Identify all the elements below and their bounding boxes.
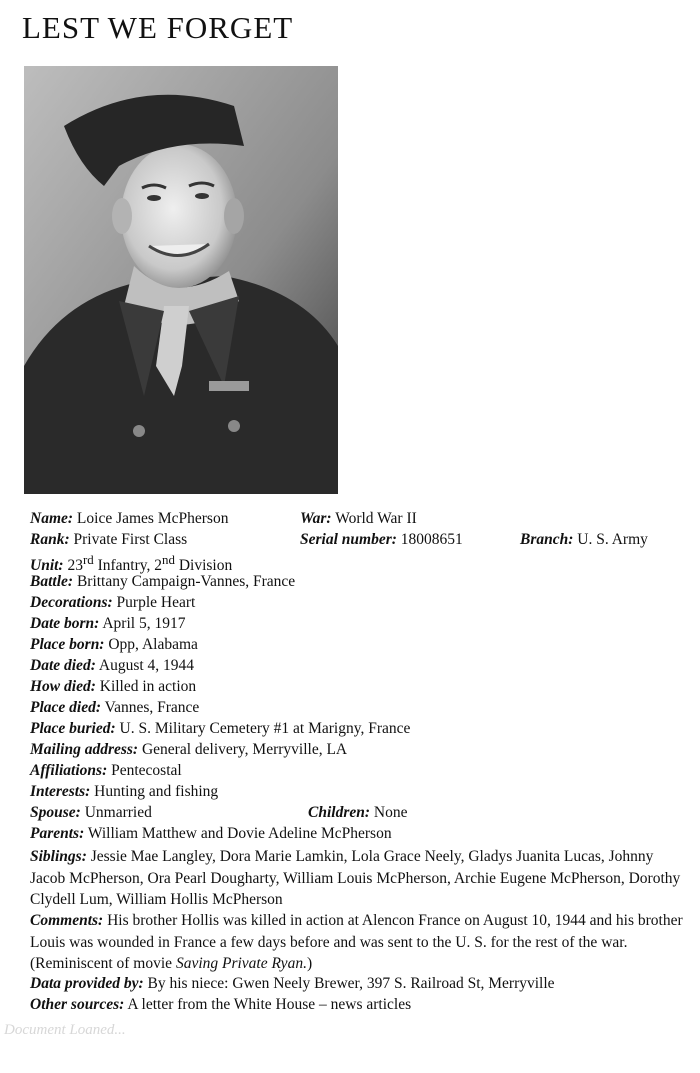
rank-label: Rank:	[30, 531, 70, 548]
serial-label: Serial number:	[300, 531, 397, 548]
spouse-row	[30, 804, 152, 822]
place-born-value: Opp, Alabama	[108, 636, 198, 653]
place-died-value: Vannes, France	[104, 699, 200, 716]
comments-label: Comments:	[30, 912, 104, 929]
affiliations-value: Pentecostal	[111, 762, 182, 779]
date-died-row	[30, 657, 194, 675]
place-born-row	[30, 636, 198, 654]
how-died-label: How died:	[30, 678, 96, 695]
rank-row	[30, 531, 187, 549]
unit-value-a: 23	[67, 557, 83, 575]
place-buried-value: U. S. Military Cemetery #1 at Marigny, France	[119, 720, 411, 737]
siblings-paragraph	[30, 846, 690, 911]
battle-value: Brittany Campaign-Vannes, France	[76, 573, 296, 590]
soldier-portrait-photo	[24, 66, 338, 494]
spouse-value: Unmarried	[84, 804, 152, 821]
war-label: War:	[300, 510, 332, 527]
spouse-label: Spouse:	[30, 804, 81, 821]
unit-value-b: Infantry, 2	[93, 557, 163, 575]
unit-sup-a: rd	[82, 552, 94, 567]
other-sources-value: A letter from the White House – news articles	[127, 996, 412, 1013]
name-value: Loice James McPherson	[76, 510, 229, 527]
interests-row	[30, 783, 218, 801]
serial-row	[300, 531, 463, 549]
comments-value: His brother Hollis was killed in action at Alencon France on August 10, 1944 and his brother Louis was wounded in France a few days before and was sent to the U. S. for the rest of the war. (Reminiscent of movie	[30, 912, 683, 972]
date-died-label: Date died:	[30, 657, 96, 674]
branch-value: U. S. Army	[577, 531, 648, 548]
date-born-row	[30, 615, 185, 633]
provided-by-value: By his niece: Gwen Neely Brewer, 397 S. Railroad St, Merryville	[147, 975, 555, 992]
mailing-row	[30, 741, 347, 759]
interests-value: Hunting and fishing	[94, 783, 219, 800]
other-sources-label: Other sources:	[30, 996, 125, 1013]
rank-value: Private First Class	[73, 531, 188, 548]
faded-footer-text: Document Loaned...	[4, 1022, 126, 1038]
decorations-label: Decorations:	[30, 594, 113, 611]
decorations-row	[30, 594, 195, 612]
parents-value: William Matthew and Dovie Adeline McPherson	[87, 825, 392, 842]
comments-close: )	[306, 955, 313, 972]
unit-value-c: Division	[174, 557, 233, 575]
parents-row	[30, 825, 392, 843]
interests-label: Interests:	[30, 783, 91, 800]
battle-label: Battle:	[30, 573, 74, 590]
place-buried-label: Place buried:	[30, 720, 116, 737]
unit-sup-b: nd	[162, 552, 175, 567]
place-buried-row	[30, 720, 410, 738]
siblings-value: Jessie Mae Langley, Dora Marie Lamkin, Lola Grace Neely, Gladys Juanita Lucas, Johnny Jacob McPherson, Ora Pearl Dougharty, William Louis McPherson, Archie Eugene McPherson, Dorothy Clydell Lum, William Hollis McPherson	[30, 848, 681, 908]
place-died-label: Place died:	[30, 699, 102, 716]
movie-title: Saving Private Ryan.	[175, 955, 307, 972]
siblings-label: Siblings:	[30, 848, 87, 865]
date-born-label: Date born:	[30, 615, 100, 632]
serial-value: 18008651	[400, 531, 463, 548]
branch-label: Branch:	[520, 531, 574, 548]
date-born-value: April 5, 1917	[102, 615, 186, 632]
unit-label: Unit:	[30, 557, 64, 575]
children-label: Children:	[308, 804, 371, 821]
name-row	[30, 510, 228, 528]
how-died-value: Killed in action	[99, 678, 197, 695]
mailing-label: Mailing address:	[30, 741, 139, 758]
place-died-row	[30, 699, 199, 717]
mailing-value: General delivery, Merryville, LA	[141, 741, 348, 758]
affiliations-label: Affiliations:	[30, 762, 108, 779]
comments-paragraph	[30, 910, 690, 975]
children-value: None	[373, 804, 408, 821]
battle-row	[30, 573, 295, 591]
place-born-label: Place born:	[30, 636, 105, 653]
war-value: World War II	[335, 510, 417, 527]
war-row	[300, 510, 417, 528]
unit-row	[30, 552, 232, 575]
name-label: Name:	[30, 510, 74, 527]
provided-by-label: Data provided by:	[30, 975, 144, 992]
page-title: LEST WE FORGET	[22, 10, 294, 45]
children-row	[308, 804, 407, 822]
other-sources-row	[30, 996, 411, 1014]
affiliations-row	[30, 762, 182, 780]
date-died-value: August 4, 1944	[98, 657, 195, 674]
provided-by-row	[30, 975, 555, 993]
how-died-row	[30, 678, 196, 696]
branch-row	[520, 531, 648, 549]
decorations-value: Purple Heart	[116, 594, 196, 611]
parents-label: Parents:	[30, 825, 85, 842]
